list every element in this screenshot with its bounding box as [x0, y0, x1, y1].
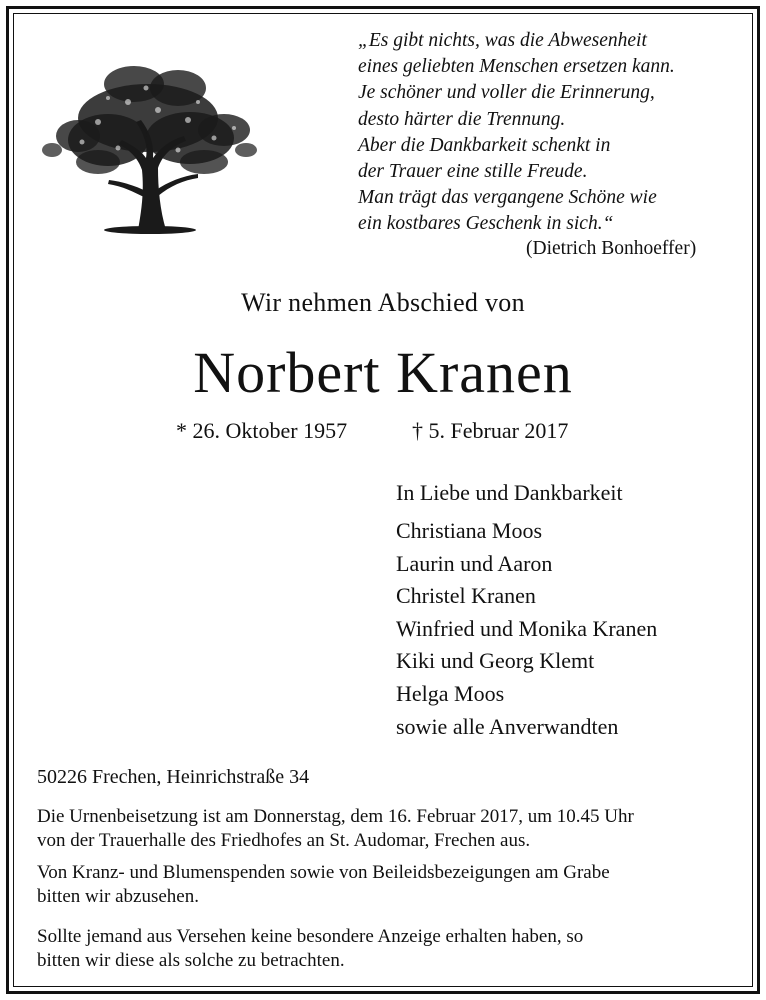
quote-line: Man trägt das vergangene Schöne wie — [358, 187, 657, 209]
quote-block — [358, 28, 728, 238]
list-item: sowie alle Anverwandten — [396, 713, 619, 739]
quote-author: (Dietrich Bonhoeffer) — [526, 238, 697, 259]
list-item: Laurin und Aaron — [396, 550, 553, 576]
gratitude-line: In Liebe und Dankbarkeit — [396, 480, 623, 505]
list-item: Christel Kranen — [396, 583, 536, 609]
paragraph-line: von der Trauerhalle des Friedhofes an St. Audomar, Frechen aus. — [37, 830, 531, 851]
paragraph-line: Sollte jemand aus Versehen keine besondere Anzeige erhalten haben, so — [37, 926, 584, 947]
death-date: † 5. Februar 2017 — [412, 418, 569, 443]
funeral-info-paragraph — [37, 805, 737, 853]
quote-line: ein kostbares Geschenk in sich.“ — [358, 213, 614, 235]
mourners-list — [396, 515, 657, 743]
list-item: Helga Moos — [396, 680, 505, 706]
paragraph-line: bitten wir abzusehen. — [37, 886, 199, 907]
paragraph-line: Die Urnenbeisetzung ist am Donnerstag, dem 16. Februar 2017, um 10.45 Uhr — [37, 806, 634, 827]
paragraph-line: bitten wir diese als solche zu betrachten. — [37, 950, 345, 971]
deceased-name: Norbert Kranen — [193, 340, 573, 405]
list-item: Kiki und Georg Klemt — [396, 648, 595, 674]
paragraph-line: Von Kranz- und Blumenspenden sowie von Beileidsbezeigungen am Grabe — [37, 862, 610, 883]
address-line: 50226 Frechen, Heinrichstraße 34 — [37, 766, 310, 788]
notice-paragraph — [37, 925, 737, 973]
quote-line: „Es gibt nichts, was die Abwesenheit — [358, 30, 647, 51]
quote-line: Aber die Dankbarkeit schenkt in — [358, 134, 611, 156]
tree-icon — [38, 58, 260, 240]
birth-date: * 26. Oktober 1957 — [176, 418, 348, 443]
flowers-note-paragraph — [37, 861, 737, 909]
list-item: Winfried und Monika Kranen — [396, 615, 658, 641]
quote-line: Je schöner und voller die Erinnerung, — [358, 82, 655, 104]
quote-line: eines geliebten Menschen ersetzen kann. — [358, 56, 675, 78]
list-item: Christiana Moos — [396, 518, 543, 543]
quote-line: der Trauer eine stille Freude. — [358, 161, 588, 183]
quote-line: desto härter die Trennung. — [358, 108, 566, 130]
intro-heading: Wir nehmen Abschied von — [241, 288, 525, 317]
